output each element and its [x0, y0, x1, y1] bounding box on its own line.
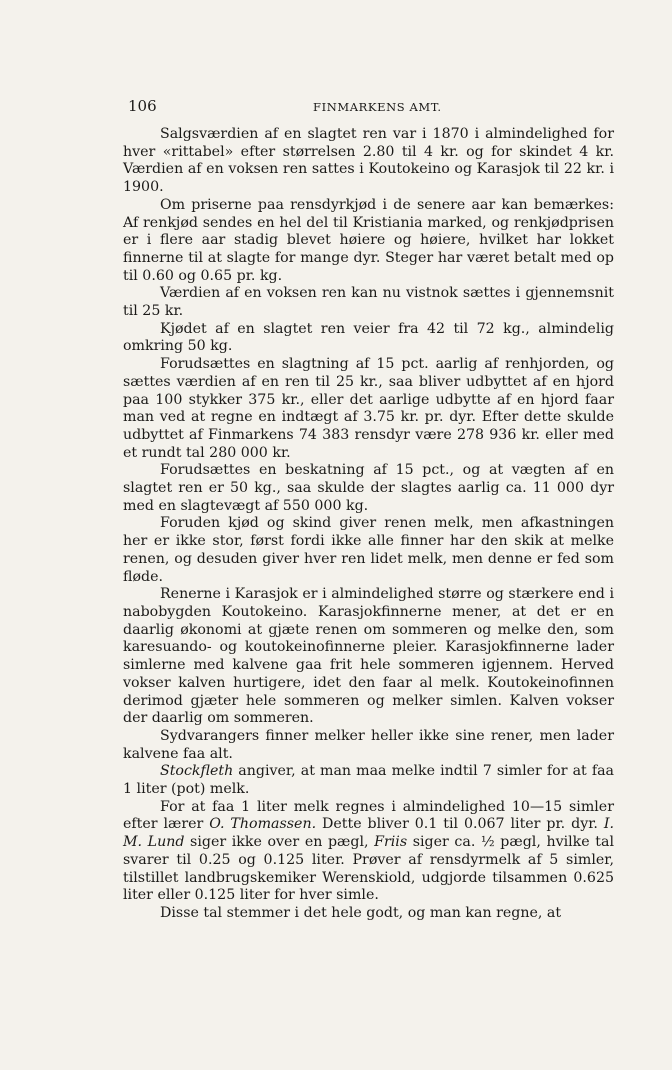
author-thomassen: O. Thomassen. [209, 816, 317, 833]
paragraph-sydvaranger: Sydvarangers finner melker heller ikke sine rener, men lader kalvene faa alt. [123, 727, 614, 762]
paragraph-text: Dette bliver 0.1 til 0.067 liter pr. dyr. [316, 816, 604, 833]
author-stockfleth: Stockfleth [160, 763, 234, 780]
paragraph-stockfleth [123, 763, 614, 798]
running-title: FINMARKENS AMT. [313, 100, 442, 114]
paragraph-text: siger ca. ½ pægl, hvilke tal svarer til 0.25 og 0.125 liter. Prøver af rensdyrmelk af 5 simler, tilstillet landbrugskemiker Werenskiold, udgjorde tilsammen 0.625 liter eller 0.125 liter for hver simle. [123, 834, 614, 904]
paragraph-kjodet: Kjødet af en slagtet ren veier fra 42 til 72 kg., almindelig omkring 50 kg. [123, 320, 614, 355]
paragraph-text: For at faa 1 liter melk regnes i almindelighed 10—15 simler efter lærer [123, 798, 614, 833]
paragraph-text: angiver, at man maa melke indtil 7 simler for at faa 1 liter (pot) melk. [123, 763, 614, 798]
paragraph-text: siger ikke over en pægl, [184, 834, 375, 851]
author-lund: I. M. Lund [123, 816, 614, 851]
page-number: 106 [128, 97, 157, 115]
paragraph-salgsvaerdien: Salgsværdien af en slagtet ren var i 1870 i almindelighed for hver «rittabel» efter størrelsen 2.80 til 4 kr. og for skindet 4 kr. Værdien af en voksen ren sattes i Koutokeino og Karasjok til 22 kr. i 1900. [123, 126, 614, 196]
paragraph-melk: Foruden kjød og skind giver renen melk, men afkastningen her er ikke stor, først fordi ikke alle finner har den skik at melke renen, og desuden giver hver ren lidet melk, men denne er fed som fløde. [123, 515, 614, 585]
body-text [123, 126, 614, 923]
paragraph-slagtning: Forudsættes en slagtning af 15 pct. aarlig af renhjorden, og sættes værdien af en ren til 25 kr., saa bliver udbyttet af en hjord paa 100 stykker 375 kr., eller det aarlige udbytte af en hjord faar man ved at regne en indtægt af 3.75 kr. pr. dyr. Efter dette skulde udbyttet af Finmarkens 74 383 rensdyr være 278 936 kr. eller med et rundt tal 280 000 kr. [123, 356, 614, 461]
paragraph-vaerdien: Værdien af en voksen ren kan nu vistnok sættes i gjennemsnit til 25 kr. [123, 285, 614, 320]
paragraph-priser: Om priserne paa rensdyrkjød i de senere aar kan bemærkes: Af renkjød sendes en hel del til Kristiania marked, og renkjødprisen er i flere aar stadig blevet høiere og høiere, hvilket har lokket finnerne til at slagte for mange dyr. Steger har været betalt med op til 0.60 og 0.65 pr. kg. [123, 196, 614, 284]
author-friis: Friis [374, 834, 408, 851]
paragraph-beskatning: Forudsættes en beskatning af 15 pct., og at vægten af en slagtet ren er 50 kg., saa skulde der slagtes aarlig ca. 11 000 dyr med en slagtevægt af 550 000 kg. [123, 462, 614, 514]
paragraph-disse-tal: Disse tal stemmer i det hele godt, og man kan regne, at [160, 904, 562, 921]
page-header [128, 97, 613, 119]
paragraph-liter-melk [123, 799, 614, 905]
paragraph-karasjok: Renerne i Karasjok er i almindelighed større og stærkere end i nabobygden Koutokeino. Karasjokfinnerne mener, at det er en daarlig økonomi at gjæte renen om sommeren og melke den, som karesuando- og koutokeinofinnerne pleier. Karasjokfinnerne lader simlerne med kalvene gaa frit hele sommeren igjennem. Herved vokser kalven hurtigere, idet den faar al melk. Koutokeinofinnen derimod gjæter hele sommeren og melker simlen. Kalven vokser der daarlig om sommeren. [123, 586, 614, 727]
